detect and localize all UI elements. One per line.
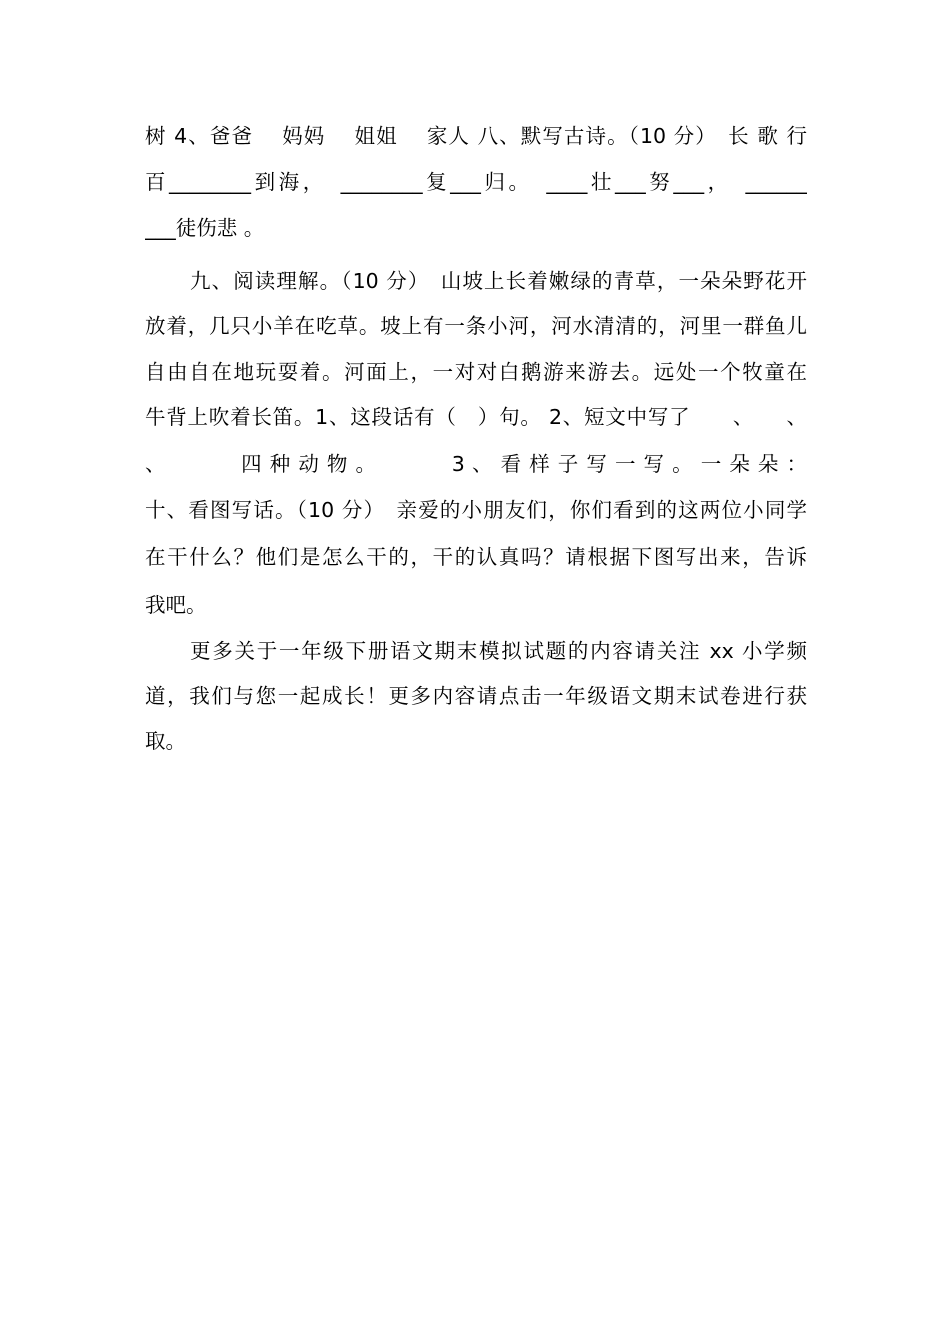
text-line-11: 我吧。 xyxy=(145,593,207,617)
text-line-3: ___徒伤悲 。 xyxy=(145,216,265,240)
text-line-8: 、 四 种 动 物 。 3 、 看 样 子 写 一 写 。 一 朵 朵 ： xyxy=(145,452,807,476)
text-line-4: 九、阅读理解。（10 分） 山坡上长着嫩绿的青草，一朵朵野花开 xyxy=(190,269,807,293)
text-line-5: 放着，几只小羊在吃草。坡上有一条小河，河水清清的，河里一群鱼儿 xyxy=(145,314,807,338)
text-line-9: 十、看图写话。（10 分） 亲爱的小朋友们，你们看到的这两位小同学 xyxy=(145,498,807,522)
text-line-10: 在干什么？他们是怎么干的，干的认真吗？请根据下图写出来，告诉 xyxy=(145,545,807,569)
text-line-6: 自由自在地玩耍着。河面上，一对对白鹅游来游去。远处一个牧童在 xyxy=(145,360,807,384)
text-line-2: 百________到海， ________复___归。 ____壮___努___， ______ xyxy=(145,170,807,194)
text-line-12: 更多关于一年级下册语文期末模拟试题的内容请关注 xx 小学频 xyxy=(190,639,807,663)
text-line-1: 树 4、爸爸 妈妈 姐姐 家人 八、默写古诗。（10 分） 长 歌 行 xyxy=(145,124,807,148)
text-line-14: 取。 xyxy=(145,729,186,753)
text-line-13: 道，我们与您一起成长！更多内容请点击一年级语文期末试卷进行获 xyxy=(145,684,807,708)
text-line-7: 牛背上吹着长笛。1、这段话有（ ）句。 2、短文中写了 、 、 xyxy=(145,405,807,429)
